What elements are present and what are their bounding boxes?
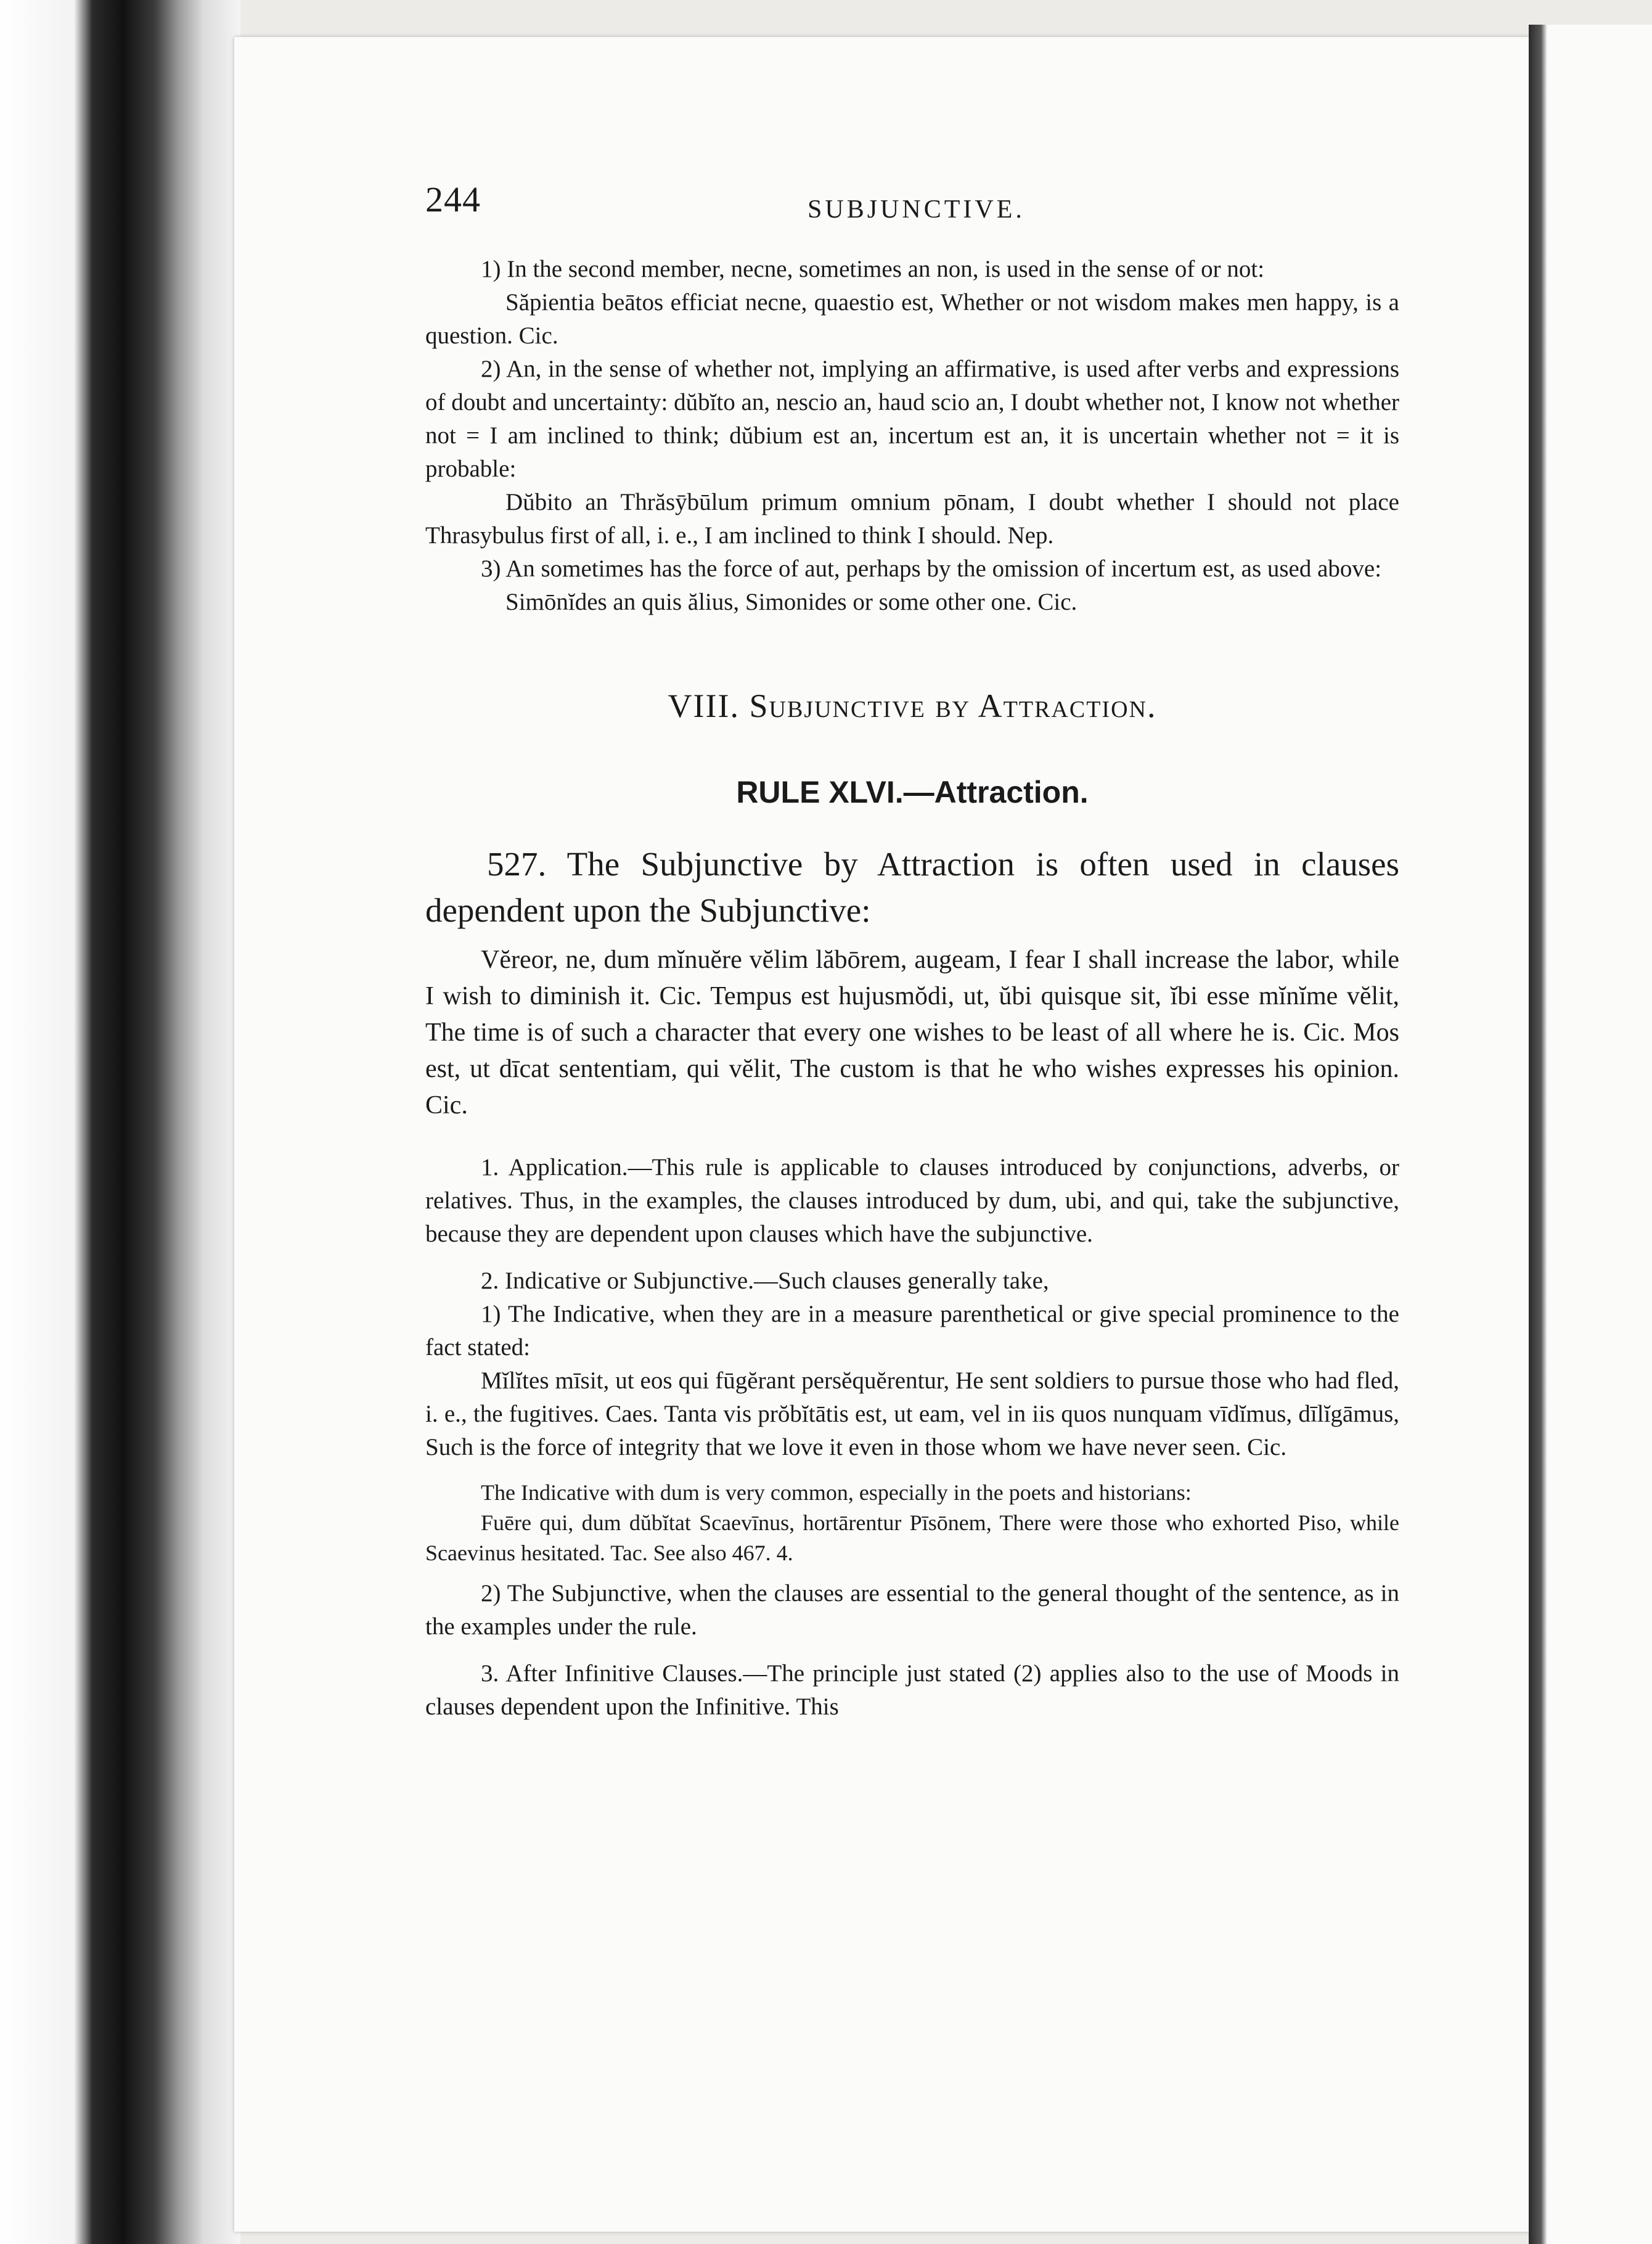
note-subjunctive: 2) The Subjunctive, when the clauses are essential to the general thought of the sentence, as in the examples under the rule.	[425, 1580, 1399, 1640]
note-after-infinitive: 3. After Infinitive Clauses.—The principle just stated (2) applies also to the use of Moods in clauses dependent upon the Infinitive. This	[425, 1660, 1399, 1720]
section-title: VIII. Subjunctive by Attraction.	[668, 687, 1157, 724]
paragraph-necne: 1) In the second member, necne, sometimes an non, is used in the sense of or not:	[481, 256, 1265, 282]
example-simonides: Simōnĭdes an quis ălius, Simonides or some other one. Cic.	[505, 589, 1077, 615]
example-sapientia: Săpientia beātos efficiat necne, quaestio est, Whether or not wisdom makes men happy, is a question. Cic.	[425, 289, 1399, 349]
page-text	[425, 179, 1399, 1724]
paragraph-an-aut: 3) An sometimes has the force of aut, perhaps by the omission of incertum est, as used above:	[481, 555, 1382, 582]
rule-527-text: 527. The Subjunctive by Attraction is often used in clauses dependent upon the Subjunctive:	[425, 845, 1399, 929]
example-fuere: Fuēre qui, dum dŭbĭtat Scaevīnus, hortārentur Pīsōnem, There were those who exhorted Piso, while Scaevinus hesitated. Tac. See also 467. 4.	[425, 1510, 1399, 1565]
paragraph-an: 2) An, in the sense of whether not, implying an affirmative, is used after verbs and expressions of doubt and uncertainty: dŭbĭto an, nescio an, haud scio an, I doubt whether not, I know not whether not = I am inclined to think; dŭbium est an, incertum est an, it is uncertain whether not = it is probable:	[425, 356, 1399, 482]
running-head: SUBJUNCTIVE.	[808, 195, 1025, 224]
example-dubito: Dŭbito an Thrăsȳbūlum primum omnium pōnam, I doubt whether I should not place Thrasybulus first of all, i. e., I am inclined to think I should. Nep.	[425, 489, 1399, 549]
note-application: 1. Application.—This rule is applicable to clauses introduced by conjunctions, adverbs, or relatives. Thus, in the examples, the clauses introduced by dum, ubi, and qui, take the subjunctive, because they are dependent upon clauses which have the subjunctive.	[425, 1154, 1399, 1247]
book-binding	[0, 0, 240, 2244]
note-indicative-or-subjunctive: 2. Indicative or Subjunctive.—Such clauses generally take,	[481, 1267, 1049, 1294]
facing-page-edge	[1529, 25, 1652, 2244]
rule-527-examples: Vĕreor, ne, dum mĭnuĕre vĕlim lăbōrem, augeam, I fear I shall increase the labor, while I wish to diminish it. Cic. Tempus est hujusmŏdi, ut, ŭbi quisque sit, ĭbi esse mĭnĭme vĕlit, The time is of such a character that every one wishes to be least of all where he is. Cic. Mos est, ut dīcat sententiam, qui vĕlit, The custom is that he who wishes expresses his opinion. Cic.	[425, 946, 1399, 1120]
rule-title: RULE XLVI.—Attraction.	[736, 775, 1089, 809]
page-number: 244	[425, 179, 481, 219]
example-milites: Mĭlĭtes mīsit, ut eos qui fūgĕrant persĕquĕrentur, He sent soldiers to pursue those who had fled, i. e., the fugitives. Caes. Tanta vis prŏbĭtātis est, ut eam, vel in iis quos nunquam vīdĭmus, dīlĭgāmus, Such is the force of integrity that we love it even in those whom we have never seen. Cic.	[425, 1367, 1399, 1460]
page-header	[425, 179, 1399, 234]
note-indicative: 1) The Indicative, when they are in a measure parenthetical or give special prominence to the fact stated:	[425, 1301, 1399, 1361]
note-dum: The Indicative with dum is very common, especially in the poets and historians:	[481, 1480, 1192, 1505]
